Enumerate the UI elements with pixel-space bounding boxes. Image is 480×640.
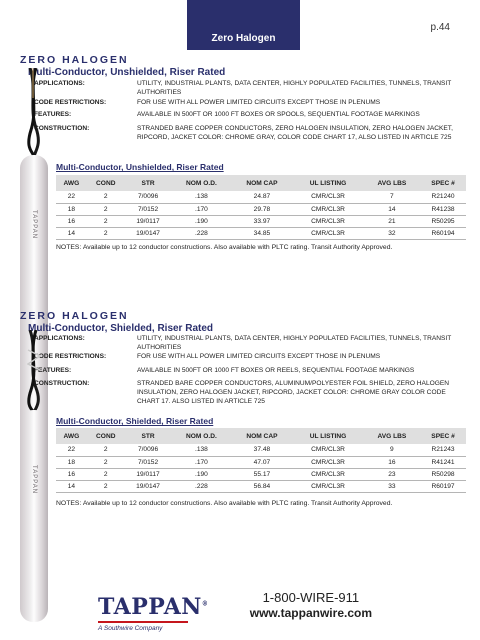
header-tab xyxy=(187,0,300,50)
spec-value: AVAILABLE IN 500FT OR 1000 FT BOXES OR REELS, SEQUENTIAL FOOTAGE MARKINGS xyxy=(137,367,415,374)
section-subtitle: Multi-Conductor, Unshielded, Riser Rated xyxy=(28,67,226,78)
col-nom-cap: NOM CAP xyxy=(231,175,292,191)
spec-construction xyxy=(34,379,464,406)
cell: 7/0096 xyxy=(125,444,172,456)
cell: 14 xyxy=(56,480,87,492)
contact-block xyxy=(250,590,372,620)
cell: 37.48 xyxy=(231,444,292,456)
spec-code-restrictions xyxy=(34,98,464,107)
cell: CMR/CL3R xyxy=(292,215,363,227)
cell: .138 xyxy=(171,444,231,456)
table-header-row xyxy=(56,175,466,191)
spec-value: STRANDED BARE COPPER CONDUCTORS, ZERO HALOGEN INSULATION, ZERO HALOGEN JACKET, RIPCORD, JACKET COLOR: CHROME GRAY, COLOR CODE CHART 17, ALSO LISTED IN ARTICLE 725 xyxy=(137,125,453,141)
cell: 55.17 xyxy=(231,468,292,480)
cable-brand-print: TAPPAN xyxy=(31,465,37,495)
spec-applications xyxy=(34,334,464,352)
col-str: STR xyxy=(125,175,172,191)
cable-wires-image xyxy=(27,68,41,160)
table-row xyxy=(56,215,466,227)
cell: 33.97 xyxy=(231,215,292,227)
cell: .190 xyxy=(171,468,231,480)
cell: .138 xyxy=(171,191,231,203)
cell: .170 xyxy=(171,456,231,468)
cell: 16 xyxy=(56,468,87,480)
cell: 21 xyxy=(364,215,420,227)
section-title: ZERO HALOGEN xyxy=(20,54,129,66)
cell: 7/0152 xyxy=(125,203,172,215)
website-link[interactable]: www.tappanwire.com xyxy=(249,606,372,620)
spec-label: APPLICATIONS: xyxy=(34,335,85,342)
spec-value: FOR USE WITH ALL POWER LIMITED CIRCUITS EXCEPT THOSE IN PLENUMS xyxy=(137,99,381,106)
col-cond: COND xyxy=(87,428,125,444)
section-unshielded-heading xyxy=(20,54,460,78)
cable-brand-print: TAPPAN xyxy=(31,210,37,240)
cable-wires-image xyxy=(27,330,41,415)
cell: 2 xyxy=(87,444,125,456)
cell: 14 xyxy=(56,227,87,239)
col-nom-od: NOM O.D. xyxy=(171,428,231,444)
tappan-logo xyxy=(98,594,208,632)
logo-bar xyxy=(98,621,188,623)
spec-label: CODE RESTRICTIONS: xyxy=(34,353,107,360)
table-row xyxy=(56,444,466,456)
cell: .228 xyxy=(171,480,231,492)
cell: 18 xyxy=(56,456,87,468)
cell: CMR/CL3R xyxy=(292,191,363,203)
table-row xyxy=(56,191,466,203)
cell: 19/0147 xyxy=(125,480,172,492)
cell: 7/0096 xyxy=(125,191,172,203)
logo-tagline: A Southwire Company xyxy=(98,625,163,632)
spec-applications xyxy=(34,79,464,97)
table-row xyxy=(56,227,466,239)
col-cond: COND xyxy=(87,175,125,191)
cell: 2 xyxy=(87,215,125,227)
spec-label: CONSTRUCTION: xyxy=(34,125,90,132)
cell: R50298 xyxy=(420,468,466,480)
cell: 22 xyxy=(56,191,87,203)
cell: 23 xyxy=(364,468,420,480)
cell: CMR/CL3R xyxy=(292,456,363,468)
table-title: Multi-Conductor, Shielded, Riser Rated xyxy=(56,416,214,426)
col-avg-lbs: AVG LBS xyxy=(364,428,420,444)
cell: 9 xyxy=(364,444,420,456)
col-awg: AWG xyxy=(56,428,87,444)
cell: 2 xyxy=(87,191,125,203)
cell: CMR/CL3R xyxy=(292,227,363,239)
spec-features xyxy=(34,366,464,375)
spec-features xyxy=(34,110,464,119)
cell: 2 xyxy=(87,203,125,215)
cell: 2 xyxy=(87,227,125,239)
spec-label: CODE RESTRICTIONS: xyxy=(34,99,107,106)
cell: 19/0117 xyxy=(125,468,172,480)
table-row xyxy=(56,480,466,492)
spec-value: UTILITY, INDUSTRIAL PLANTS, DATA CENTER, HIGHLY POPULATED FACILITIES, TUNNELS, TRANSIT AUTHORITIES xyxy=(137,335,452,351)
cell: .190 xyxy=(171,215,231,227)
spec-value: AVAILABLE IN 500FT OR 1000 FT BOXES OR SPOOLS, SEQUENTIAL FOOTAGE MARKINGS xyxy=(137,111,420,118)
cell: 32 xyxy=(364,227,420,239)
cell: 24.87 xyxy=(231,191,292,203)
spec-code-restrictions xyxy=(34,352,464,361)
spec-label: FEATURES: xyxy=(34,367,72,374)
spec-label: CONSTRUCTION: xyxy=(34,380,90,387)
spec-table-shielded xyxy=(56,428,466,493)
col-spec: SPEC # xyxy=(420,428,466,444)
col-nom-cap: NOM CAP xyxy=(231,428,292,444)
cell: 47.07 xyxy=(231,456,292,468)
cell: 2 xyxy=(87,468,125,480)
cell: 29.78 xyxy=(231,203,292,215)
table-row xyxy=(56,468,466,480)
cell: 16 xyxy=(364,456,420,468)
cell: 19/0117 xyxy=(125,215,172,227)
spec-label: FEATURES: xyxy=(34,111,72,118)
cell: 34.85 xyxy=(231,227,292,239)
col-awg: AWG xyxy=(56,175,87,191)
cell: R41238 xyxy=(420,203,466,215)
col-avg-lbs: AVG LBS xyxy=(364,175,420,191)
spec-value: FOR USE WITH ALL POWER LIMITED CIRCUITS EXCEPT THOSE IN PLENUMS xyxy=(137,353,381,360)
cell: CMR/CL3R xyxy=(292,480,363,492)
cell: 7 xyxy=(364,191,420,203)
cell: 22 xyxy=(56,444,87,456)
table-header-row xyxy=(56,428,466,444)
registered-mark: ® xyxy=(201,600,209,608)
table-notes: NOTES: Available up to 12 conductor constructions. Also available with PLTC rating. Transit Authority Approved. xyxy=(56,244,393,251)
phone-number[interactable]: 1-800-WIRE-911 xyxy=(262,590,360,605)
cell: R41241 xyxy=(420,456,466,468)
cell: CMR/CL3R xyxy=(292,468,363,480)
col-spec: SPEC # xyxy=(420,175,466,191)
header-title: Zero Halogen xyxy=(211,33,276,44)
cell: 19/0147 xyxy=(125,227,172,239)
cell: CMR/CL3R xyxy=(292,444,363,456)
table-notes: NOTES: Available up to 12 conductor constructions. Also available with PLTC rating. Transit Authority Approved. xyxy=(56,500,393,507)
table-row xyxy=(56,203,466,215)
spec-value: UTILITY, INDUSTRIAL PLANTS, DATA CENTER, HIGHLY POPULATED FACILITIES, TUNNELS, TRANSIT AUTHORITIES xyxy=(137,80,452,96)
logo-text: TAPPAN xyxy=(98,594,202,620)
spec-label: APPLICATIONS: xyxy=(34,80,85,87)
col-nom-od: NOM O.D. xyxy=(171,175,231,191)
cell: 2 xyxy=(87,456,125,468)
logo-wordmark xyxy=(98,594,208,620)
col-ul-listing: UL LISTING xyxy=(292,428,363,444)
cell: 33 xyxy=(364,480,420,492)
cell: R21243 xyxy=(420,444,466,456)
cell: .170 xyxy=(171,203,231,215)
cell: CMR/CL3R xyxy=(292,203,363,215)
cell: .228 xyxy=(171,227,231,239)
section-title: ZERO HALOGEN xyxy=(20,310,129,322)
cell: 18 xyxy=(56,203,87,215)
cell: 14 xyxy=(364,203,420,215)
spec-value: STRANDED BARE COPPER CONDUCTORS, ALUMINUM/POLYESTER FOIL SHIELD, ZERO HALOGEN INSULATION, ZERO HALOGEN JACKET, RIPCORD, JACKET COLOR: CHROME GRAY COLOR CODE CHART 17. ALSO LISTED IN ARTICLE 725 xyxy=(137,380,450,405)
cell: R21240 xyxy=(420,191,466,203)
col-str: STR xyxy=(125,428,172,444)
section-subtitle: Multi-Conductor, Shielded, Riser Rated xyxy=(28,323,214,334)
cell: R60197 xyxy=(420,480,466,492)
cell: 56.84 xyxy=(231,480,292,492)
cell: 7/0152 xyxy=(125,456,172,468)
cell: R50295 xyxy=(420,215,466,227)
col-ul-listing: UL LISTING xyxy=(292,175,363,191)
table-row xyxy=(56,456,466,468)
page-number: p.44 xyxy=(430,22,450,33)
cell: 16 xyxy=(56,215,87,227)
spec-construction xyxy=(34,124,464,142)
section-shielded-heading xyxy=(20,310,460,334)
spec-table-unshielded xyxy=(56,175,466,240)
table-title: Multi-Conductor, Unshielded, Riser Rated xyxy=(56,162,224,172)
cell: R60194 xyxy=(420,227,466,239)
cell: 2 xyxy=(87,480,125,492)
